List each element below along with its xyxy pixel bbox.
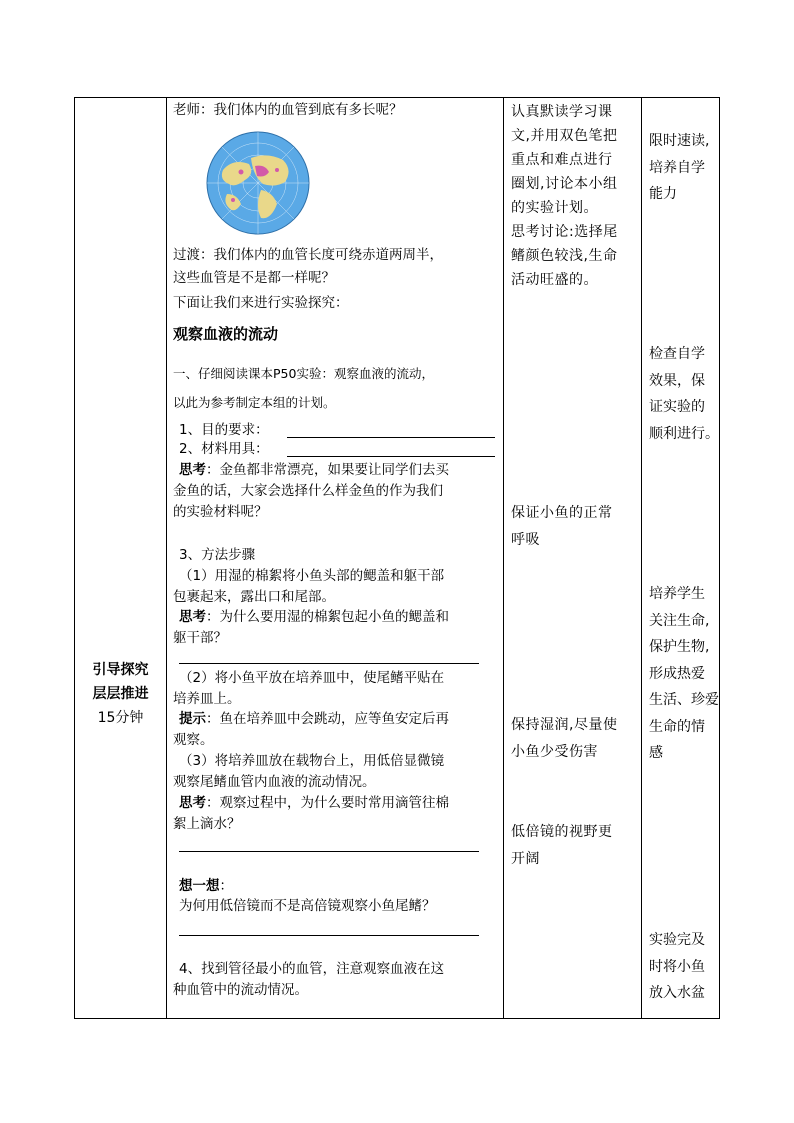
step-b-line2: 培养皿上。 [173,691,241,707]
intro-line: 下面让我们来进行实验探究： [173,295,349,311]
goal-label: 1、目的要求： [179,422,269,438]
think2-line-b: 躯干部？ [173,630,227,646]
answer-line [287,456,495,457]
think2-line-a: ：为什么要用湿的棉絮包起小鱼的鳃盖和 [206,609,449,625]
column-divider [503,98,504,1018]
step4-line-b: 种血管中的流动情况。 [173,982,308,998]
student-activity-2: 保证小鱼的正常 呼吸 [511,505,613,548]
step-c-line1: （3）将培养皿放在载物台上，用低倍显微镜 [179,753,445,769]
teacher-question: 老师：我们体内的血管到底有多长呢？ [173,102,403,118]
think1-line-b: 金鱼的话，大家会选择什么样金鱼的作为我们 [173,483,443,499]
lesson-table [74,97,720,1019]
think1-line-a: ：金鱼都非常漂亮，如果要让同学们去买 [206,462,449,478]
tip-label: 提示 [179,711,206,727]
step1-line-b: 以此为参考制定本组的计划。 [173,395,336,410]
transition-line-2: 这些血管是不是都一样呢？ [173,270,335,286]
think1-label: 思考 [179,462,206,478]
design-intent-1: 限时速读, 培养自学 能力 [649,133,710,202]
answer-line [179,851,479,852]
tip-line-a: ：鱼在培养皿中会跳动，应等鱼安定后再 [206,711,449,727]
step1-line-a: 一、仔细阅读课本P50实验：观察血液的流动， [173,366,434,381]
step4-line-a: 4、找到管径最小的血管，注意观察血液在这 [179,961,445,977]
ponder-question: 为何用低倍镜而不是高倍镜观察小鱼尾鳍？ [179,898,436,914]
design-intent-2: 检查自学 效果，保 证实验的 顺利进行。 [649,346,719,442]
globe-image [205,130,311,236]
think3-label: 思考 [179,795,206,811]
design-intent-4: 实验完及 时将小鱼 放入水盆 [649,932,705,1001]
answer-line [287,437,495,438]
think3-line-a: ：观察过程中，为什么要时常用滴管往棉 [206,795,449,811]
think1-line-c: 的实验材料呢？ [173,504,268,520]
method-heading: 3、方法步骤 [179,547,256,563]
ponder-title: 想一想 [179,878,220,894]
transition-line-1: 过渡：我们体内的血管长度可绕赤道两周半， [173,247,443,263]
step-c-line2: 观察尾鳍血管内血液的流动情况。 [173,774,376,790]
column-divider [641,98,642,1018]
stage-cell [75,658,166,730]
student-activity-4: 低倍镜的视野更 开阔 [511,824,613,867]
ponder-colon: ： [219,878,233,894]
materials-label: 2、材料用具： [179,441,269,457]
stage-line1: 引导探究 [92,662,149,678]
answer-line [179,935,479,936]
step-a-line2: 包裹起来，露出口和尾部。 [173,589,335,605]
answer-line [179,663,479,664]
tip-line-b: 观察。 [173,732,214,748]
think2-label: 思考 [179,609,206,625]
column-divider [166,98,167,1018]
student-activity-3: 保持湿润,尽量使 小鱼少受伤害 [511,717,618,760]
think3-line-b: 絮上滴水？ [173,816,241,832]
student-activity-1: 认真默读学习课 文,并用双色笔把 重点和难点进行 圈划,讨论本小组 的实验计划。 思考讨论:选择尾 鳍颜色较浅,生命 活动旺盛的。 [511,104,618,288]
section-title: 观察血液的流动 [173,325,279,343]
step-b-line1: （2）将小鱼平放在培养皿中，使尾鳍平贴在 [179,670,445,686]
stage-duration: 15分钟 [97,710,144,726]
stage-line2: 层层推进 [92,686,149,702]
design-intent-3: 培养学生 关注生命, 保护生物, 形成热爱 生活、珍爱 生命的情 感 [649,586,719,761]
step-a-line1: （1）用湿的棉絮将小鱼头部的鳃盖和躯干部 [179,568,445,584]
